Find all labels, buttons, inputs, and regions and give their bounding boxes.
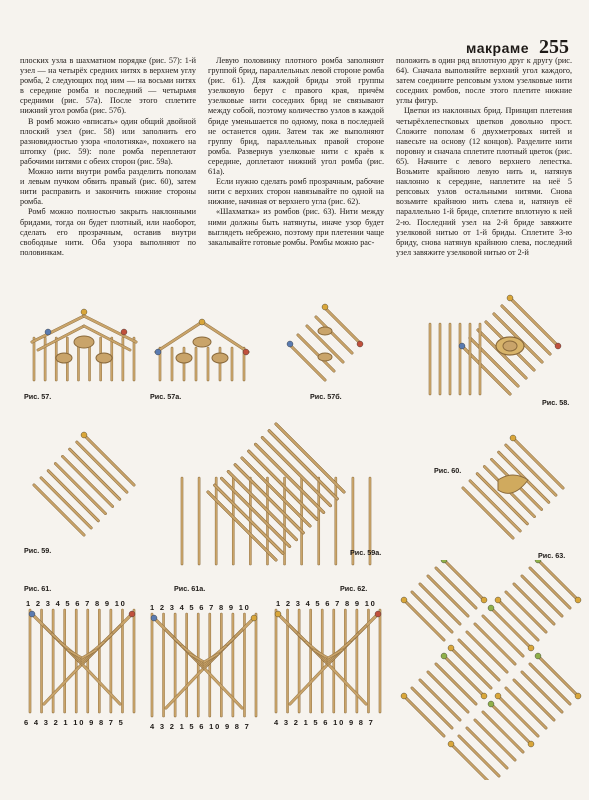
- macrame-illustration-57: [28, 302, 140, 382]
- macrame-illustration-57b: [284, 303, 366, 385]
- figure-61a: [146, 612, 262, 718]
- caption-61a: Рис. 61а.: [174, 584, 206, 593]
- caption-61: Рис. 61.: [24, 584, 52, 593]
- caption-63: Рис. 63.: [538, 551, 566, 560]
- macrame-illustration-59: [24, 430, 144, 540]
- caption-59: Рис. 59.: [24, 546, 52, 555]
- paragraph: Если нужно сделать ромб прозрачным, рабочие нити с верхних сторон навязывайте по одной на нижние, начиная от верхнего угла (рис. 62).: [208, 177, 384, 207]
- thread-numbers-61a-bottom: 4 3 2 1 5 6 10 9 8 7: [150, 722, 251, 731]
- paragraph: Левую половинку плотного ромба заполняют группой брид, параллельных левой стороне ромба (рис. 61). Для каждой бриды этой группы узелковую берут с правого края, причём узелковые нити соседних брид не связывают между собой, поэтому количество узлов в каждой бриде уменьшается по одному, пока в последней не останется один. Затем так же выполняют группу брид, параллельных правой стороне ромба. Развернув узелковые нити с краёв к середине, доплетают нижний угол ромба (рис. 61а).: [208, 56, 384, 177]
- macrame-illustration-63: [396, 560, 586, 780]
- figure-61: [24, 608, 140, 714]
- caption-62: Рис. 62.: [340, 584, 368, 593]
- caption-57: Рис. 57.: [24, 392, 52, 401]
- figure-58: [420, 294, 570, 398]
- caption-59a: Рис. 59а.: [350, 548, 382, 557]
- section-title: макраме: [466, 40, 529, 56]
- caption-60: Рис. 60.: [434, 466, 462, 475]
- macrame-illustration-62: [270, 608, 386, 714]
- paragraph: положить в один ряд вплотную друг к другу (рис. 64). Сначала выполняйте верхний угол каждого, затем соедините репсовым узлом узелковые нити соседних ромбов, после этого плетите нижние углы фигур.: [396, 56, 572, 106]
- paragraph: В ромб можно «вписать» один общий двойной плоский узел (рис. 58) или заполнить его разновидностью узора «полотняка», похожего на штопку (рис. 59): поле ромба переплетают рабочими нитями с обеих сторон (рис. 59а).: [20, 116, 196, 166]
- column-3: [396, 56, 572, 258]
- column-1: [20, 56, 196, 258]
- macrame-illustration-58: [420, 294, 570, 398]
- text-columns: [20, 56, 572, 258]
- paragraph: Ромб можно полностью закрыть наклонными бридами, тогда он будет плотный, или наоборот, сделать его прозрачным, оставив внутри свободные нити. Оба узора выполняют по половинкам.: [20, 207, 196, 257]
- macrame-illustration-57a: [152, 318, 252, 382]
- paragraph: «Шахматка» из ромбов (рис. 63). Нити между ними должны быть натянуты, иначе узор будет выглядеть небрежно, поэтому при плетении чаще закалывайте готовые ромбы. Ромбы можно рас-: [208, 207, 384, 247]
- paragraph: Можно нити внутри ромба разделить пополам и левым пучком обвить правый (рис. 60), затем нити расправить и закончить нижние стороны ромба.: [20, 167, 196, 207]
- figure-57b: [284, 303, 366, 385]
- figure-57a: [152, 318, 252, 382]
- figure-62: [270, 608, 386, 714]
- macrame-illustration-61a: [146, 612, 262, 718]
- caption-57a: Рис. 57а.: [150, 392, 182, 401]
- paragraph: плоских узла в шахматном порядке (рис. 57): 1-й узел — на четырёх средних нитях в верхнем углу ромба, 2 следующих под ним — на восьми нитях в середине ромба и последний — четырьмя средними (рис. 57а). После этого сплетите нижний угол ромба (рис. 57б).: [20, 56, 196, 116]
- page-number: 255: [539, 36, 569, 58]
- caption-57b: Рис. 57б.: [310, 392, 342, 401]
- column-2: [208, 56, 384, 258]
- macrame-illustration-61: [24, 608, 140, 714]
- figure-60: [458, 430, 568, 546]
- paragraph: Цветки из наклонных брид. Принцип плетения четырёхлепестковых цветков довольно прост. Сложите пополам 6 двухметровых нитей и навесьте на основу (12 концов). Разделите нити поровну и сначала сплетите плотный цветок (рис. 65). Начните с левого верхнего лепестка. Возьмите крайнюю левую нить и, натянув наклонно к середине, наплетите на неё 5 репсовых узлов остальными нитями. Снова возьмите крайнюю нить слева и, натянув её параллельно 1-й бриде, сплетите вплотную к ней 2-ю. Последний узел на 2-й бриде завяжите узелковой нитью от 1-й бриды. Сплетите 3-ю бриду, снова натянув крайнюю слева, последний узел завяжите узелковой нитью от 2-й: [396, 106, 572, 257]
- figure-57: [28, 302, 140, 382]
- caption-58: Рис. 58.: [542, 398, 570, 407]
- thread-numbers-61a-top: 1 2 3 4 5 6 7 8 9 10: [150, 603, 251, 612]
- figure-59: [24, 430, 144, 540]
- thread-numbers-62-top: 1 2 3 4 5 6 7 8 9 10: [276, 599, 377, 608]
- figure-59a: [162, 418, 390, 566]
- thread-numbers-61-bottom: 6 4 3 2 1 10 9 8 7 5: [24, 718, 125, 727]
- figure-63: [396, 560, 586, 780]
- thread-numbers-61-top: 1 2 3 4 5 6 7 8 9 10: [26, 599, 127, 608]
- macrame-illustration-59a: [162, 418, 390, 566]
- thread-numbers-62-bottom: 4 3 2 1 5 6 10 9 8 7: [274, 718, 375, 727]
- macrame-illustration-60: [458, 430, 568, 546]
